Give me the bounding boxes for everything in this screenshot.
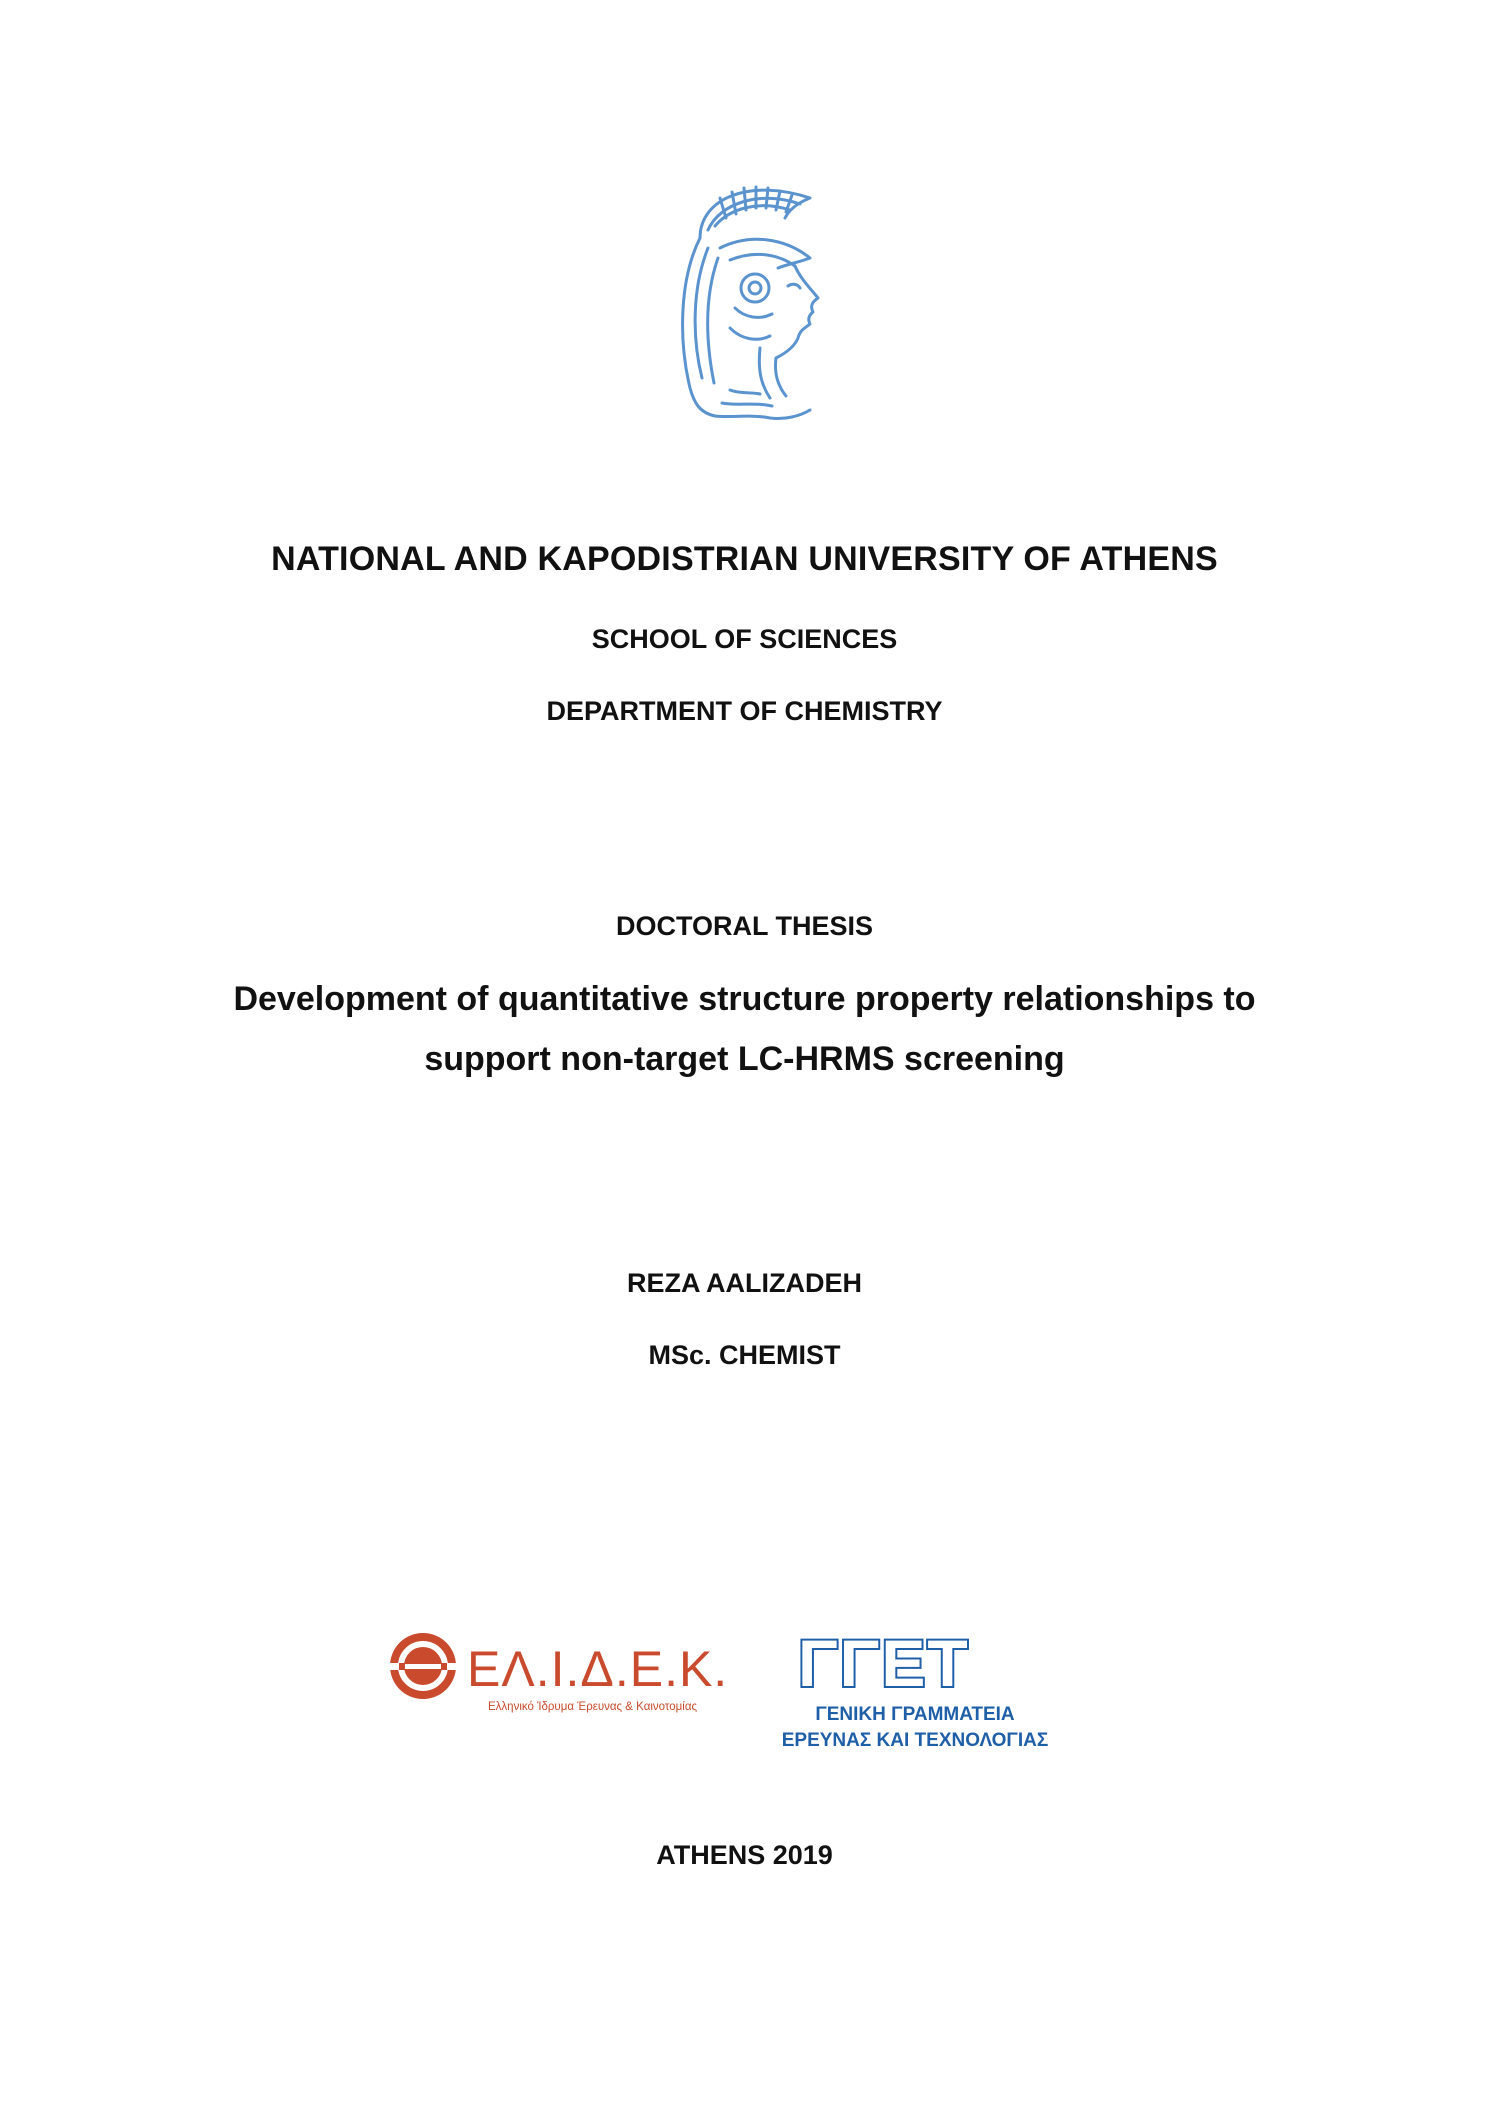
author-degree: MSc. CHEMIST	[648, 1340, 841, 1370]
school-name: SCHOOL OF SCIENCES	[591, 624, 898, 654]
gget-mark-icon	[798, 1628, 970, 1700]
city-year: ATHENS 2019	[656, 1840, 833, 1870]
elidek-emblem-icon	[389, 1633, 457, 1699]
university-name: NATIONAL AND KAPODISTRIAN UNIVERSITY OF ATHENS	[271, 540, 1218, 578]
thesis-title-line-2: support non-target LC-HRMS screening	[424, 1040, 1065, 1078]
gget-mark: ΓΓΕΤ	[798, 1628, 970, 1700]
gget-logo	[763, 1628, 1063, 1758]
university-crest-logo	[660, 178, 830, 423]
elidek-subtitle: Ελληνικό Ίδρυμα Έρευνας & Καινοτομίας	[488, 1701, 698, 1713]
thesis-title-line-1: Development of quantitative structure property relationships to	[233, 980, 1256, 1018]
author-name: REZA AALIZADEH	[627, 1268, 862, 1298]
department-name: DEPARTMENT OF CHEMISTRY	[546, 696, 943, 726]
thesis-type: DOCTORAL THESIS	[615, 911, 874, 941]
gget-line-1: ΓΕΝΙΚΗ ΓΡΑΜΜΑΤΕΙΑ	[815, 1704, 1015, 1725]
gget-line-2: ΕΡΕΥΝΑΣ ΚΑΙ ΤΕΧΝΟΛΟΓΙΑΣ	[781, 1730, 1049, 1751]
elidek-logo	[385, 1628, 745, 1718]
elidek-name: ΕΛ.Ι.Δ.Ε.Κ.	[467, 1641, 729, 1697]
